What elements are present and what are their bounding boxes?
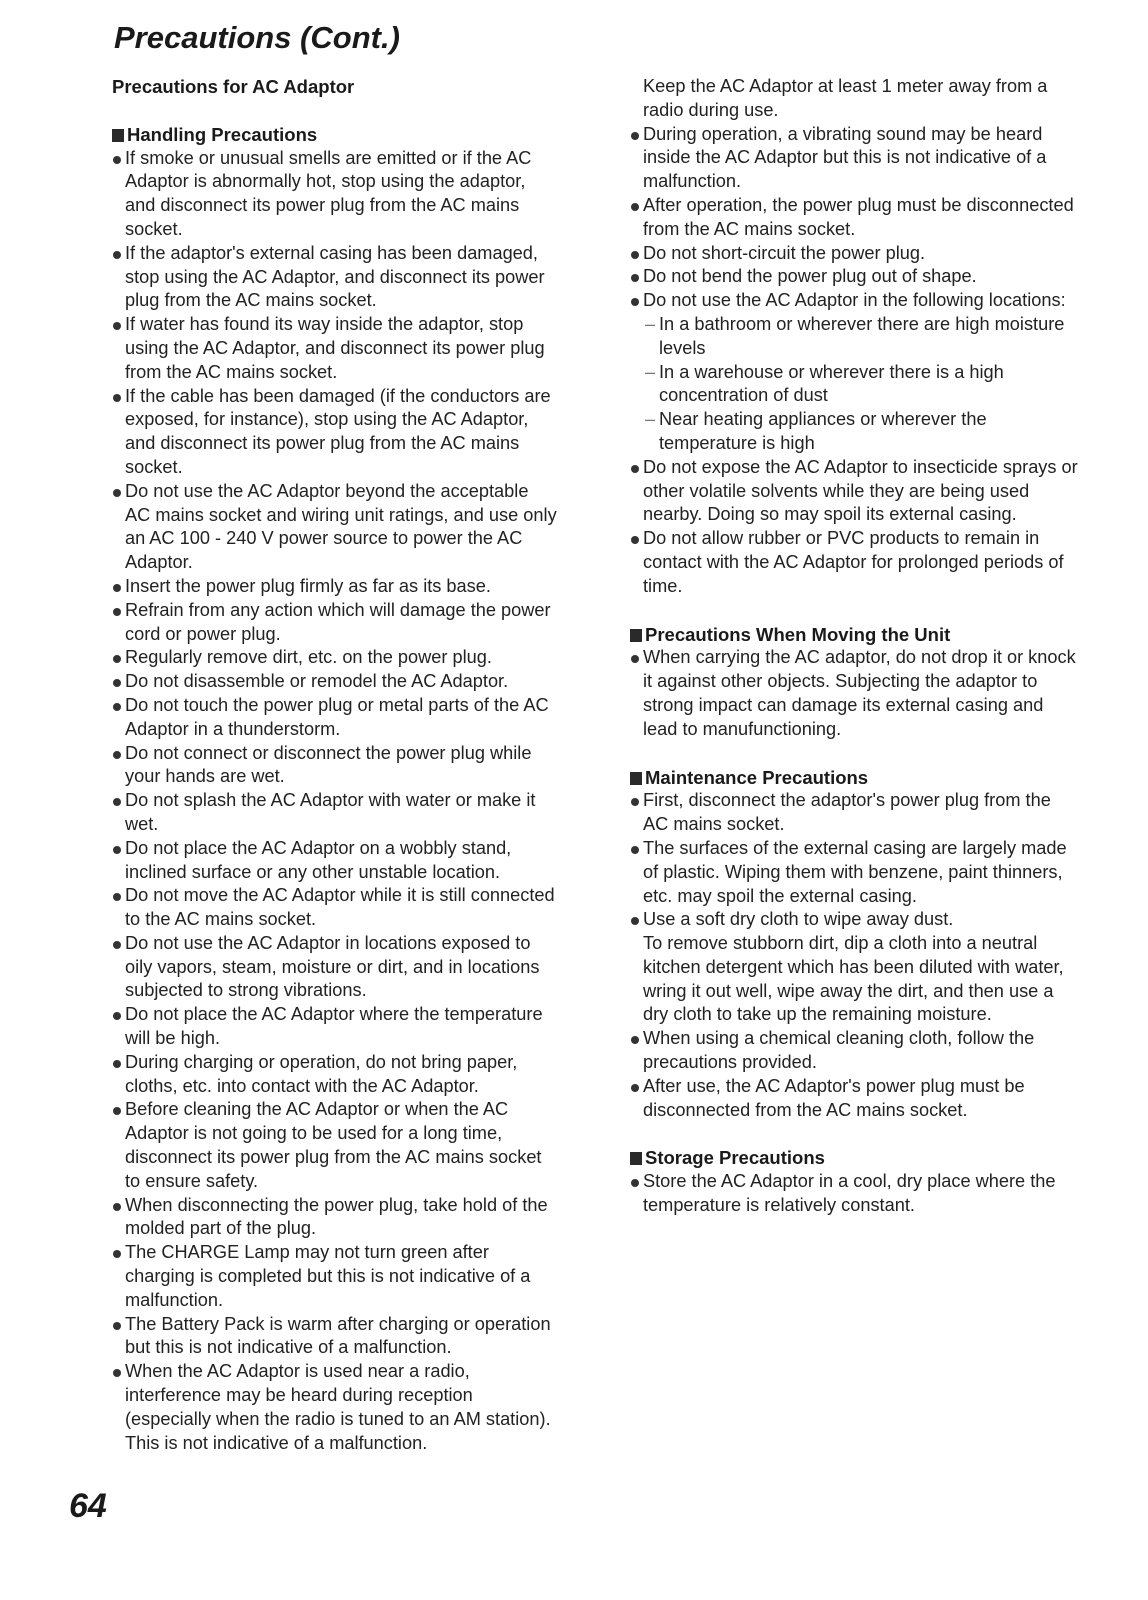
maintenance-precautions-heading: Maintenance Precautions <box>630 766 1078 790</box>
dash-icon: – <box>645 361 656 382</box>
list-item: Refrain from any action which will damage the power cord or power plug. <box>112 599 557 647</box>
list-item: Do not splash the AC Adaptor with water or make it wet. <box>112 789 557 837</box>
maintenance-precautions-list <box>630 789 1078 1122</box>
square-bullet-icon <box>630 772 642 785</box>
handling-continued-list-2 <box>630 456 1078 599</box>
list-item: Store the AC Adaptor in a cool, dry place where the temperature is relatively constant. <box>630 1170 1078 1218</box>
locations-list <box>630 313 1078 456</box>
list-item: Do not place the AC Adaptor where the temperature will be high. <box>112 1003 557 1051</box>
list-item: Regularly remove dirt, etc. on the power plug. <box>112 646 557 670</box>
left-column <box>112 75 557 1455</box>
list-item: Do not disassemble or remodel the AC Adaptor. <box>112 670 557 694</box>
moving-precautions-heading: Precautions When Moving the Unit <box>630 623 1078 647</box>
list-item: Do not use the AC Adaptor beyond the acceptable AC mains socket and wiring unit ratings, and use only an AC 100 - 240 V power source to power the AC Adaptor. <box>112 480 557 575</box>
square-bullet-icon <box>630 629 642 642</box>
list-item: Do not place the AC Adaptor on a wobbly stand, inclined surface or any other unstable location. <box>112 837 557 885</box>
list-item: When disconnecting the power plug, take hold of the molded part of the plug. <box>112 1194 557 1242</box>
handling-precautions-list <box>112 147 557 1456</box>
list-item: The Battery Pack is warm after charging or operation but this is not indicative of a malfunction. <box>112 1313 557 1361</box>
list-item: After use, the AC Adaptor's power plug must be disconnected from the AC mains socket. <box>630 1075 1078 1123</box>
list-item: Do not use the AC Adaptor in locations exposed to oily vapors, steam, moisture or dirt, and in locations subjected to strong vibrations. <box>112 932 557 1003</box>
list-item: First, disconnect the adaptor's power plug from the AC mains socket. <box>630 789 1078 837</box>
storage-precautions-list <box>630 1170 1078 1218</box>
list-item: Before cleaning the AC Adaptor or when the AC Adaptor is not going to be used for a long time, disconnect its power plug from the AC mains socket to ensure safety. <box>112 1098 557 1193</box>
list-item: Insert the power plug firmly as far as its base. <box>112 575 557 599</box>
list-item: When using a chemical cleaning cloth, follow the precautions provided. <box>630 1027 1078 1075</box>
list-item: When the AC Adaptor is used near a radio, interference may be heard during reception (especially when the radio is tuned to an AM station). This is not indicative of a malfunction. <box>112 1360 557 1455</box>
list-item: If smoke or unusual smells are emitted or if the AC Adaptor is abnormally hot, stop using the adaptor, and disconnect its power plug from the AC mains socket. <box>112 147 557 242</box>
list-item: Use a soft dry cloth to wipe away dust. <box>630 908 1078 932</box>
location-item: – In a bathroom or wherever there are high moisture levels <box>645 313 1065 358</box>
list-item: If the adaptor's external casing has been damaged, stop using the AC Adaptor, and disconnect its power plug from the AC mains socket. <box>112 242 557 313</box>
page-number: 64 <box>69 1487 107 1525</box>
dash-icon: – <box>645 313 656 334</box>
maintenance-note: To remove stubborn dirt, dip a cloth into a neutral kitchen detergent which has been diluted with water, wring it out well, wipe away the dirt, and then use a dry cloth to take up the remaining moisture. <box>643 933 1064 1025</box>
handling-precautions-heading: Handling Precautions <box>112 123 557 147</box>
section-title: Precautions for AC Adaptor <box>112 76 355 97</box>
list-item: If water has found its way inside the adaptor, stop using the AC Adaptor, and disconnect its power plug from the AC mains socket. <box>112 313 557 384</box>
square-bullet-icon <box>630 1152 642 1165</box>
square-bullet-icon <box>112 129 124 142</box>
location-item: – In a warehouse or wherever there is a high concentration of dust <box>645 361 1004 406</box>
continued-text: Keep the AC Adaptor at least 1 meter away from a radio during use. <box>643 76 1048 120</box>
list-item: During charging or operation, do not bring paper, cloths, etc. into contact with the AC Adaptor. <box>112 1051 557 1099</box>
page-title: Precautions (Cont.) <box>114 20 400 55</box>
list-item: Do not short-circuit the power plug. <box>630 242 1078 266</box>
right-column <box>630 75 1078 1218</box>
handling-continued-list <box>630 75 1078 313</box>
list-item: If the cable has been damaged (if the conductors are exposed, for instance), stop using the AC Adaptor, and disconnect its power plug from the AC mains socket. <box>112 385 557 480</box>
list-item: The CHARGE Lamp may not turn green after charging is completed but this is not indicative of a malfunction. <box>112 1241 557 1312</box>
dash-icon: – <box>645 409 656 430</box>
list-item: Do not allow rubber or PVC products to remain in contact with the AC Adaptor for prolonged periods of time. <box>630 527 1078 598</box>
list-item: Do not move the AC Adaptor while it is still connected to the AC mains socket. <box>112 884 557 932</box>
storage-precautions-heading: Storage Precautions <box>630 1146 1078 1170</box>
list-item: Do not bend the power plug out of shape. <box>630 265 1078 289</box>
list-item: Do not touch the power plug or metal parts of the AC Adaptor in a thunderstorm. <box>112 694 557 742</box>
location-item: – Near heating appliances or wherever the temperature is high <box>645 409 987 453</box>
list-item: Do not connect or disconnect the power plug while your hands are wet. <box>112 742 557 790</box>
list-item: When carrying the AC adaptor, do not drop it or knock it against other objects. Subjecting the adaptor to strong impact can damage its external casing and lead to manufunctioning. <box>630 646 1078 741</box>
list-item: The surfaces of the external casing are largely made of plastic. Wiping them with benzene, paint thinners, etc. may spoil the external casing. <box>630 837 1078 908</box>
list-item: During operation, a vibrating sound may be heard inside the AC Adaptor but this is not indicative of a malfunction. <box>630 123 1078 194</box>
list-item: After operation, the power plug must be disconnected from the AC mains socket. <box>630 194 1078 242</box>
moving-precautions-list <box>630 646 1078 741</box>
list-item: Do not use the AC Adaptor in the following locations: <box>630 289 1078 313</box>
list-item: Do not expose the AC Adaptor to insecticide sprays or other volatile solvents while they are being used nearby. Doing so may spoil its external casing. <box>630 456 1078 527</box>
